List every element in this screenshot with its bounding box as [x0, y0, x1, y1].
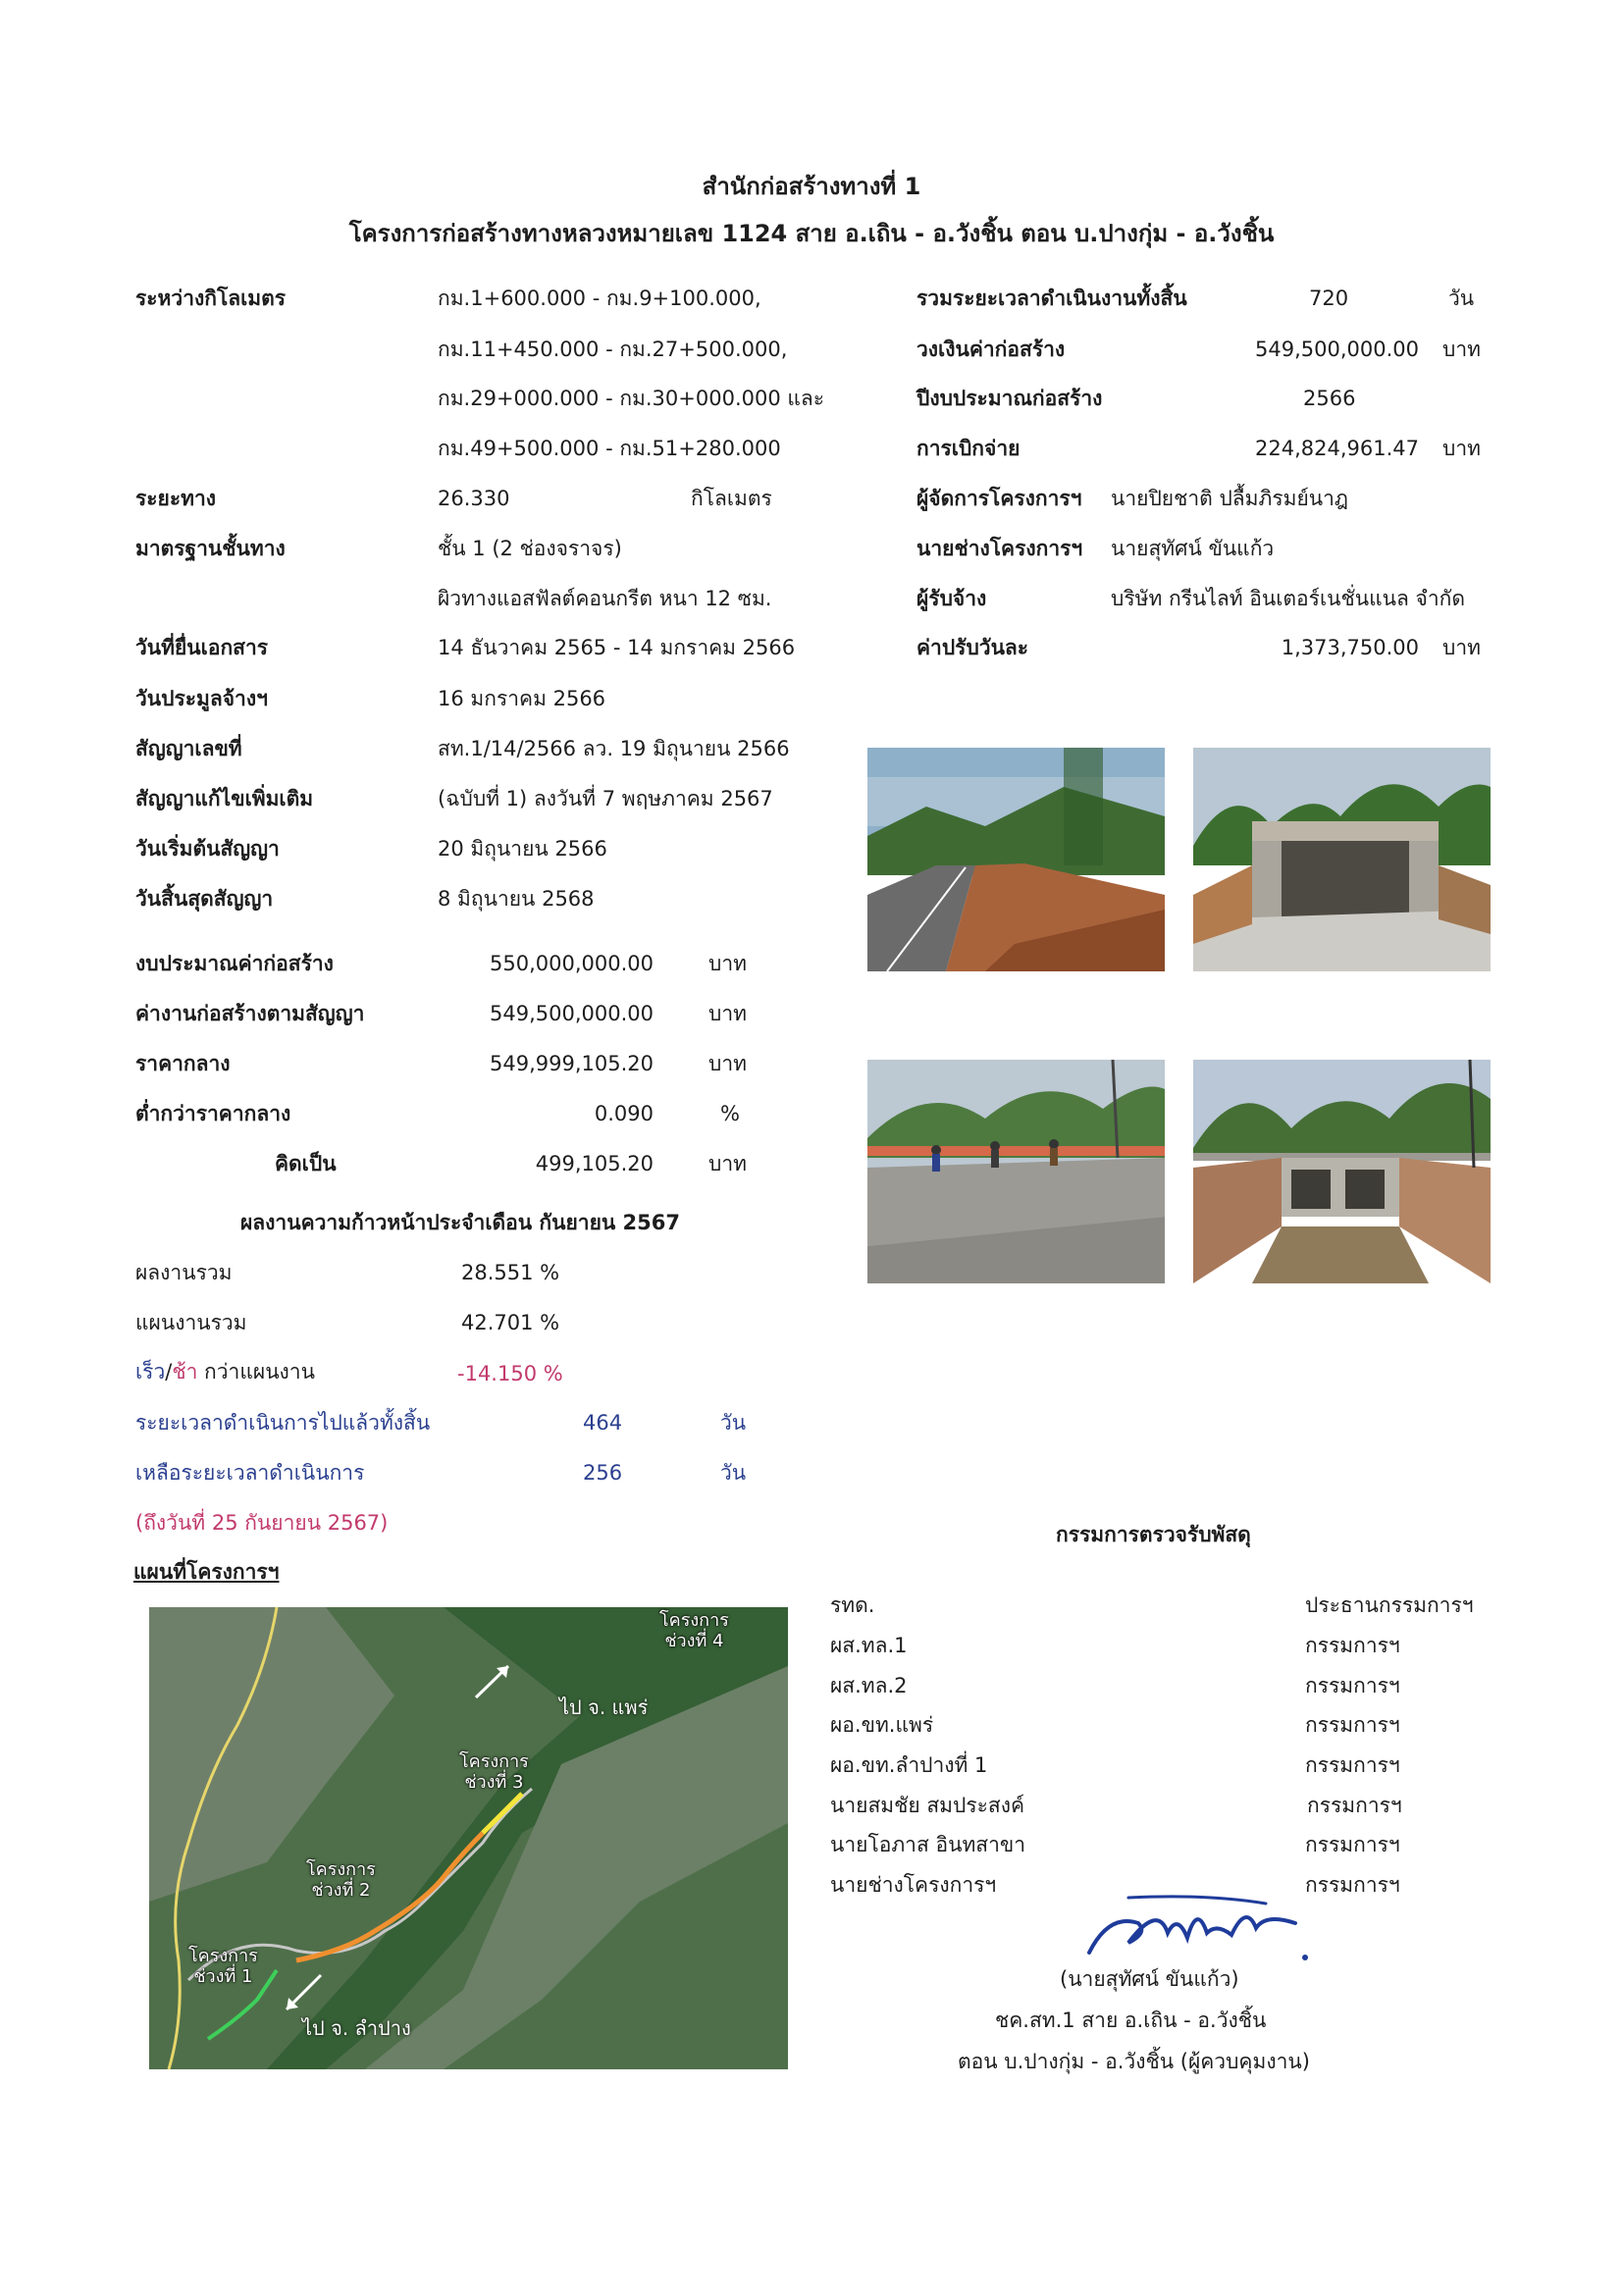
- remain-value: 256: [583, 1461, 623, 1485]
- actual-value: 28.551 %: [461, 1261, 560, 1284]
- committee-role-6: กรรมการฯ: [1307, 1794, 1402, 1817]
- finance-unit-median: บาท: [708, 1052, 747, 1075]
- penalty-value: 1,373,750.00: [1281, 636, 1419, 659]
- committee-role-4: กรรมการฯ: [1305, 1713, 1400, 1737]
- signature-name: (นายสุทัศน์ ขันแก้ว): [1060, 1967, 1239, 1991]
- start-value: 20 มิถุนายน 2566: [438, 837, 607, 861]
- fiscal-value: 2566: [1303, 387, 1356, 410]
- progress-title: ผลงานความก้าวหน้าประจำเดือน กันยายน 2567: [240, 1211, 681, 1234]
- photo-road-clearing: [867, 748, 1165, 971]
- finance-unit-below: %: [720, 1102, 740, 1125]
- km-line-3: กม.29+000.000 - กม.30+000.000 และ: [438, 387, 825, 410]
- amend-label: สัญญาแก้ไขเพิ่มเติม: [135, 787, 314, 810]
- budget-value: 549,500,000.00: [1255, 338, 1419, 361]
- finance-label-equals: คิดเป็น: [275, 1152, 337, 1175]
- km-line-2: กม.11+450.000 - กม.27+500.000,: [438, 338, 788, 361]
- finance-unit-budget: บาท: [708, 952, 747, 975]
- sep: /: [165, 1360, 173, 1383]
- committee-role-2: กรรมการฯ: [1305, 1634, 1400, 1657]
- committee-role-1: ประธานกรรมการฯ: [1305, 1593, 1474, 1617]
- map-seg-1: โครงการ ช่วงที่ 1: [188, 1946, 258, 1987]
- disbursed-unit: บาท: [1442, 437, 1481, 460]
- signature-line-1: ชค.สท.1 สาย อ.เถิน - อ.วังชิ้น: [995, 2009, 1267, 2032]
- auction-value: 16 มกราคม 2566: [438, 687, 606, 710]
- penalty-unit: บาท: [1442, 636, 1481, 659]
- plan-label: แผนงานรวม: [135, 1311, 247, 1334]
- map-to-phrae: ไป จ. แพร่: [559, 1696, 649, 1719]
- finance-label-median: ราคากลาง: [135, 1052, 231, 1075]
- committee-name-1: รทด.: [830, 1593, 875, 1617]
- committee-name-4: ผอ.ขท.แพร่: [830, 1713, 934, 1737]
- committee-name-5: ผอ.ขท.ลำปางที่ 1: [830, 1753, 988, 1777]
- distance-value: 26.330: [438, 487, 510, 510]
- finance-value-equals: 499,105.20: [535, 1152, 654, 1175]
- diff-label: [135, 1362, 315, 1383]
- amend-value: (ฉบับที่ 1) ลงวันที่ 7 พฤษภาคม 2567: [438, 787, 773, 810]
- diff-value: -14.150 %: [457, 1362, 563, 1385]
- photo-culvert: [1193, 1060, 1491, 1283]
- committee-title: กรรมการตรวจรับพัสดุ: [1056, 1523, 1251, 1546]
- distance-label: ระยะทาง: [135, 487, 217, 510]
- finance-label-contract: ค่างานก่อสร้างตามสัญญา: [135, 1002, 365, 1025]
- signature-scribble: [1070, 1884, 1315, 1972]
- km-line-4: กม.49+500.000 - กม.51+280.000: [438, 437, 781, 460]
- disbursed-label: การเบิกจ่าย: [916, 437, 1021, 460]
- committee-role-7: กรรมการฯ: [1305, 1833, 1400, 1856]
- contract-value: สท.1/14/2566 ลว. 19 มิถุนายน 2566: [438, 737, 790, 760]
- committee-role-8: กรรมการฯ: [1305, 1873, 1400, 1897]
- auction-label: วันประมูลจ้างฯ: [135, 687, 268, 710]
- elapsed-unit: วัน: [720, 1411, 747, 1435]
- map-seg-2: โครงการ ช่วงที่ 2: [306, 1859, 376, 1901]
- map-title: แผนที่โครงการฯ: [133, 1560, 280, 1584]
- manager-label: ผู้จัดการโครงการฯ: [916, 487, 1082, 510]
- end-value: 8 มิถุนายน 2568: [438, 887, 595, 911]
- fast-label: เร็ว: [135, 1360, 166, 1383]
- engineer-label: นายช่างโครงการฯ: [916, 537, 1083, 560]
- finance-unit-equals: บาท: [708, 1152, 747, 1175]
- finance-value-median: 549,999,105.20: [490, 1052, 654, 1075]
- committee-name-8: นายช่างโครงการฯ: [830, 1873, 997, 1897]
- standard-line-1: ชั้น 1 (2 ช่องจราจร): [438, 537, 622, 560]
- slow-label: ช้า: [172, 1360, 198, 1383]
- photo-concrete-pour: [867, 1060, 1165, 1283]
- elapsed-label: ระยะเวลาดำเนินการไปแล้วทั้งสิ้น: [135, 1411, 431, 1435]
- contractor-value: บริษัท กรีนไลท์ อินเตอร์เนชั่นแนล จำกัด: [1111, 587, 1465, 610]
- engineer-value: นายสุทัศน์ ขันแก้ว: [1111, 537, 1275, 560]
- duration-unit: วัน: [1448, 287, 1475, 310]
- project-title: โครงการก่อสร้างทางหลวงหมายเลข 1124 สาย อ.เถิน - อ.วังชิ้น ตอน บ.ปางกุ่ม - อ.วังชิ้น: [348, 220, 1275, 247]
- finance-value-contract: 549,500,000.00: [490, 1002, 654, 1025]
- duration-value: 720: [1309, 287, 1349, 310]
- finance-unit-contract: บาท: [708, 1002, 747, 1025]
- finance-value-budget: 550,000,000.00: [490, 952, 654, 975]
- submit-value: 14 ธันวาคม 2565 - 14 มกราคม 2566: [438, 636, 796, 659]
- committee-name-3: ผส.ทล.2: [830, 1674, 908, 1697]
- finance-label-budget: งบประมาณค่าก่อสร้าง: [135, 952, 334, 975]
- fiscal-label: ปีงบประมาณก่อสร้าง: [916, 387, 1103, 410]
- photo-bridge-box: [1193, 748, 1491, 971]
- committee-name-2: ผส.ทล.1: [830, 1634, 908, 1657]
- km-line-1: กม.1+600.000 - กม.9+100.000,: [438, 287, 761, 310]
- office-title: สำนักก่อสร้างทางที่ 1: [702, 173, 921, 200]
- map-to-lampang: ไป จ. ลำปาง: [302, 2016, 411, 2040]
- committee-name-7: นายโอภาส อินทสาขา: [830, 1833, 1026, 1856]
- finance-label-below: ต่ำกว่าราคากลาง: [135, 1102, 291, 1125]
- km-label: ระหว่างกิโลเมตร: [135, 287, 287, 310]
- than-label: กว่าแผนงาน: [197, 1360, 315, 1383]
- committee-name-6: นายสมชัย สมประสงค์: [830, 1794, 1025, 1817]
- standard-label: มาตรฐานชั้นทาง: [135, 537, 286, 560]
- distance-unit: กิโลเมตร: [691, 487, 772, 510]
- map-seg-4: โครงการ ช่วงที่ 4: [659, 1610, 729, 1651]
- budget-label: วงเงินค่าก่อสร้าง: [916, 338, 1066, 361]
- actual-label: ผลงานรวม: [135, 1261, 233, 1284]
- end-label: วันสิ้นสุดสัญญา: [135, 887, 274, 911]
- submit-label: วันที่ยื่นเอกสาร: [135, 636, 269, 659]
- budget-unit: บาท: [1442, 338, 1481, 361]
- plan-value: 42.701 %: [461, 1311, 560, 1334]
- elapsed-value: 464: [583, 1411, 623, 1435]
- committee-role-5: กรรมการฯ: [1305, 1753, 1400, 1777]
- committee-role-3: กรรมการฯ: [1305, 1674, 1400, 1697]
- project-map: [149, 1607, 788, 2069]
- duration-label: รวมระยะเวลาดำเนินงานทั้งสิ้น: [916, 287, 1187, 310]
- remain-unit: วัน: [720, 1461, 747, 1485]
- start-label: วันเริ่มต้นสัญญา: [135, 837, 280, 861]
- contractor-label: ผู้รับจ้าง: [916, 587, 987, 610]
- standard-line-2: ผิวทางแอสฟัลต์คอนกรีต หนา 12 ซม.: [438, 587, 772, 610]
- disbursed-value: 224,824,961.47: [1255, 437, 1419, 460]
- remain-label: เหลือระยะเวลาดำเนินการ: [135, 1461, 365, 1485]
- signature-line-2: ตอน บ.ปางกุ่ม - อ.วังชิ้น (ผู้ควบคุมงาน): [958, 2050, 1310, 2073]
- contract-label: สัญญาเลขที่: [135, 737, 242, 760]
- manager-value: นายปิยชาติ ปลื้มภิรมย์นาฎ: [1111, 487, 1349, 510]
- finance-value-below: 0.090: [594, 1102, 654, 1125]
- penalty-label: ค่าปรับวันละ: [916, 636, 1029, 659]
- map-seg-3: โครงการ ช่วงที่ 3: [459, 1751, 529, 1793]
- as-of-date: (ถึงวันที่ 25 กันยายน 2567): [135, 1511, 389, 1535]
